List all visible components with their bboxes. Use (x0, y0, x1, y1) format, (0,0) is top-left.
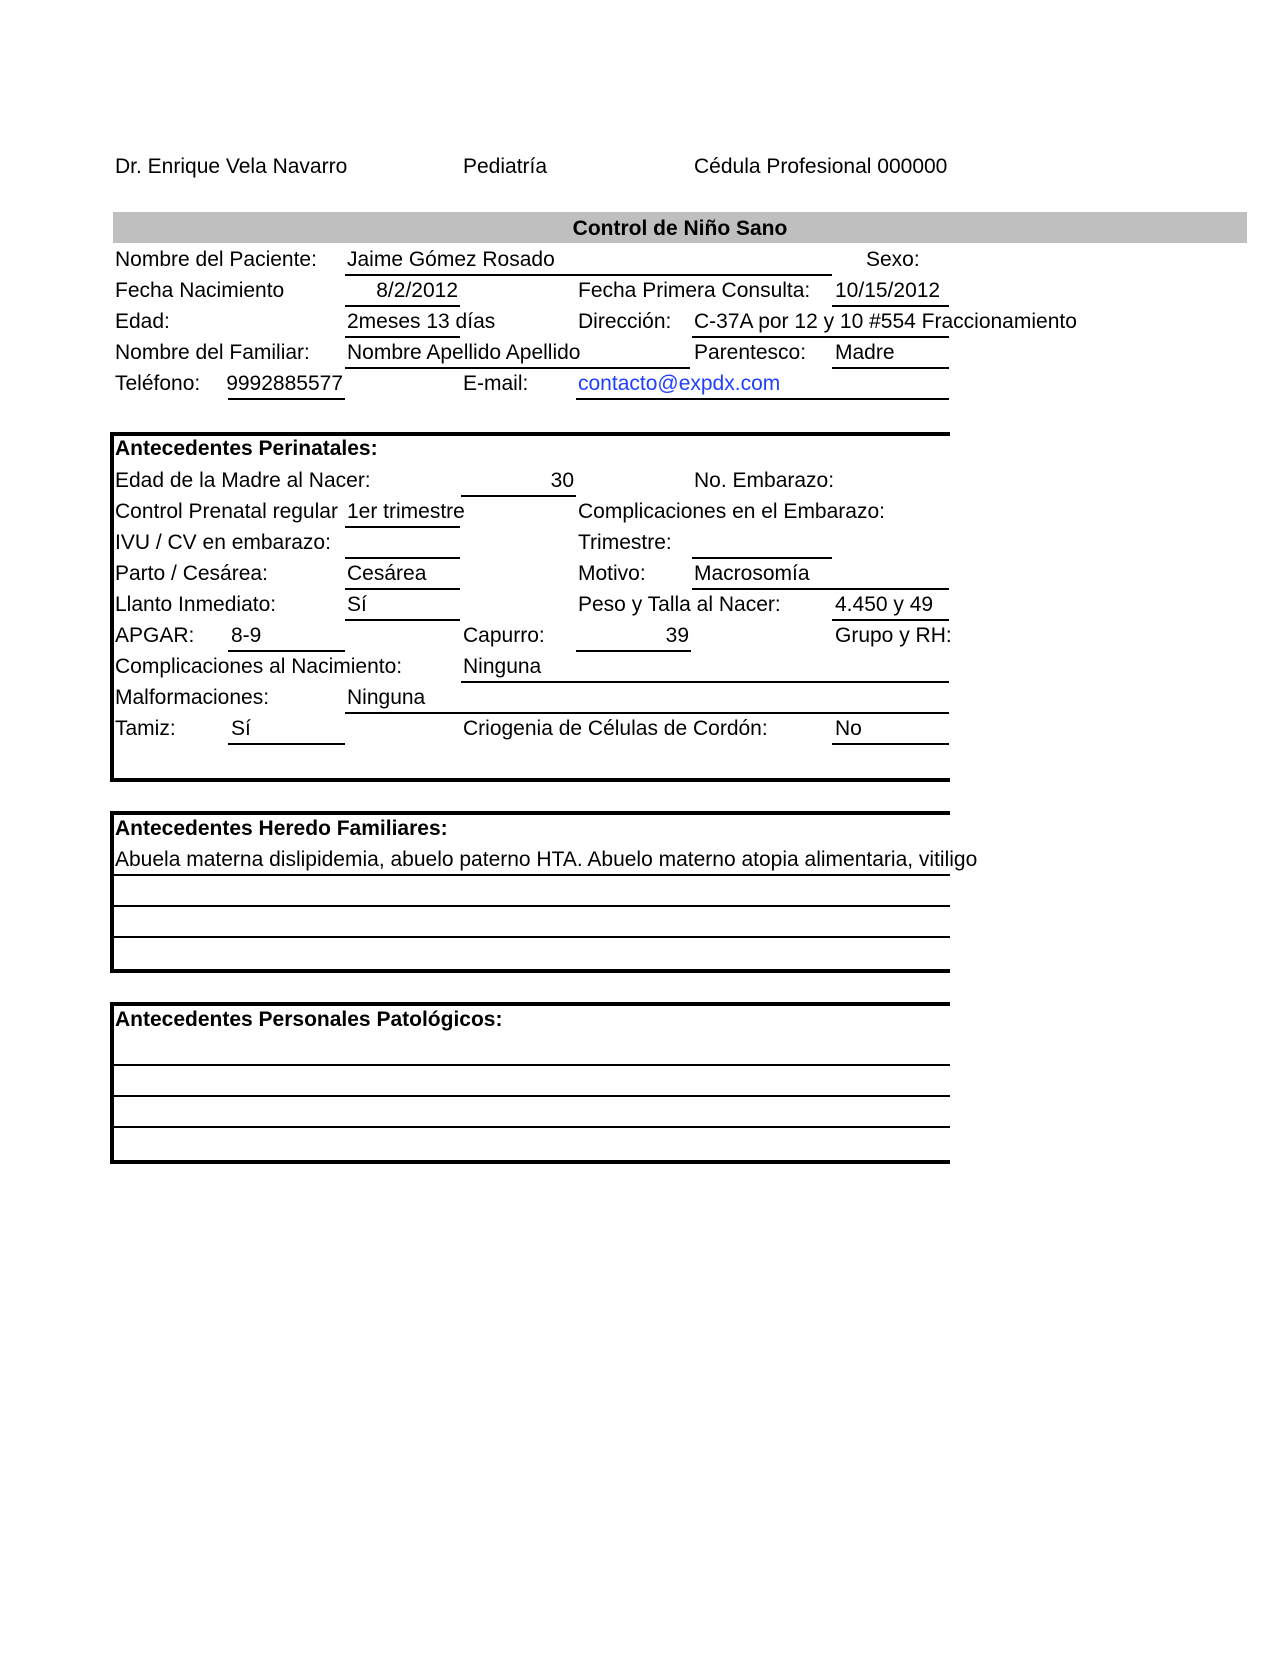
birth-complications-field[interactable]: Ninguna (463, 655, 542, 678)
prenatal-control-field[interactable]: 1er trimestre (347, 500, 465, 523)
pregnancy-complications-label: Complicaciones en el Embarazo: (578, 500, 885, 523)
trimester-label: Trimestre: (578, 531, 672, 554)
reason-label: Motivo: (578, 562, 646, 585)
screening-underline (228, 743, 345, 745)
email-link[interactable]: contacto@expdx.com (578, 372, 781, 395)
delivery-field[interactable]: Cesárea (347, 562, 427, 585)
cry-field[interactable]: Sí (347, 593, 367, 616)
malformations-underline (345, 712, 949, 714)
blood-group-label: Grupo y RH: (835, 624, 952, 647)
phone-label: Teléfono: (115, 372, 201, 395)
kinship-label: Parentesco: (694, 341, 807, 364)
family-history-line (114, 874, 950, 876)
apgar-label: APGAR: (115, 624, 195, 647)
patient-name-label: Nombre del Paciente: (115, 248, 317, 271)
relative-name-label: Nombre del Familiar: (115, 341, 310, 364)
license-number: Cédula Profesional 000000 (694, 155, 948, 178)
specialty: Pediatría (463, 155, 548, 178)
pregnancy-number-label: No. Embarazo: (694, 469, 835, 492)
kinship-underline (832, 367, 949, 369)
pathological-history-title: Antecedentes Personales Patológicos: (115, 1008, 503, 1031)
cry-label: Llanto Inmediato: (115, 593, 277, 616)
mother-age-field[interactable]: 30 (550, 469, 574, 492)
birth-complications-label: Complicaciones al Nacimiento: (115, 655, 403, 678)
mother-age-underline (461, 495, 576, 497)
mother-age-label: Edad de la Madre al Nacer: (115, 469, 371, 492)
family-history-title: Antecedentes Heredo Familiares: (115, 817, 448, 840)
screening-label: Tamiz: (115, 717, 176, 740)
ivu-underline[interactable] (345, 557, 460, 559)
doctor-name: Dr. Enrique Vela Navarro (115, 155, 348, 178)
capurro-underline (576, 650, 691, 652)
first-visit-field[interactable]: 10/15/2012 (835, 279, 941, 302)
birth-date-underline (345, 305, 460, 307)
phone-field[interactable]: 9992885577 (226, 372, 343, 395)
form-title: Control de Niño Sano (572, 217, 788, 240)
family-history-line[interactable] (114, 936, 950, 938)
patient-name-underline (345, 274, 832, 276)
apgar-field[interactable]: 8-9 (231, 624, 262, 647)
family-history-text[interactable]: Abuela materna dislipidemia, abuelo paterno HTA. Abuelo materno atopia alimentaria, vitiligo (115, 848, 978, 871)
phone-underline (228, 398, 345, 400)
address-field[interactable]: C-37A por 12 y 10 #554 Fraccionamiento (694, 310, 1077, 333)
email-underline (576, 398, 949, 400)
cryo-label: Criogenia de Células de Cordón: (463, 717, 768, 740)
first-visit-underline (832, 305, 949, 307)
birth-complications-underline (461, 681, 949, 683)
weight-height-underline (832, 619, 949, 621)
cryo-field[interactable]: No (835, 717, 862, 740)
trimester-underline[interactable] (692, 557, 832, 559)
relative-name-underline (345, 367, 690, 369)
apgar-underline (228, 650, 345, 652)
pathological-history-line[interactable] (114, 1126, 950, 1128)
first-visit-label: Fecha Primera Consulta: (578, 279, 811, 302)
sex-label: Sexo: (866, 248, 920, 271)
delivery-label: Parto / Cesárea: (115, 562, 268, 585)
birth-date-label: Fecha Nacimiento (115, 279, 285, 302)
address-label: Dirección: (578, 310, 672, 333)
screening-field[interactable]: Sí (231, 717, 251, 740)
prenatal-control-label: Control Prenatal regular (115, 500, 338, 523)
pathological-history-line[interactable] (114, 1095, 950, 1097)
reason-underline (692, 588, 949, 590)
pathological-history-line[interactable] (114, 1064, 950, 1066)
reason-field[interactable]: Macrosomía (694, 562, 810, 585)
age-label: Edad: (115, 310, 170, 333)
age-underline (345, 336, 460, 338)
age-field[interactable]: 2meses 13 días (347, 310, 496, 333)
birth-date-field[interactable]: 8/2/2012 (376, 279, 458, 302)
weight-height-label: Peso y Talla al Nacer: (578, 593, 781, 616)
prenatal-control-underline (345, 526, 460, 528)
capurro-field[interactable]: 39 (665, 624, 689, 647)
weight-height-field[interactable]: 4.450 y 49 (835, 593, 934, 616)
patient-name-field[interactable]: Jaime Gómez Rosado (347, 248, 555, 271)
malformations-field[interactable]: Ninguna (347, 686, 426, 709)
capurro-label: Capurro: (463, 624, 545, 647)
address-underline (692, 336, 949, 338)
cry-underline (345, 619, 460, 621)
family-history-line[interactable] (114, 905, 950, 907)
ivu-label: IVU / CV en embarazo: (115, 531, 331, 554)
relative-name-field[interactable]: Nombre Apellido Apellido (347, 341, 581, 364)
delivery-underline (345, 588, 460, 590)
malformations-label: Malformaciones: (115, 686, 270, 709)
email-label: E-mail: (463, 372, 529, 395)
kinship-field[interactable]: Madre (835, 341, 895, 364)
cryo-underline (832, 743, 949, 745)
perinatal-title: Antecedentes Perinatales: (115, 437, 378, 460)
